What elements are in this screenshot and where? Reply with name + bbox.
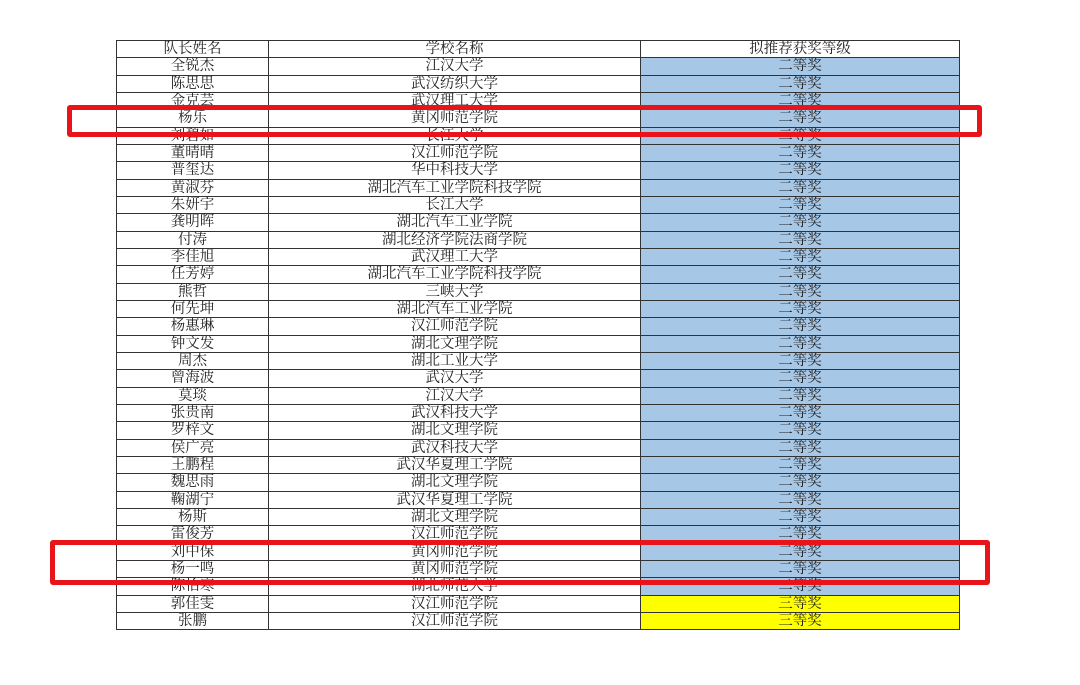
table-row (117, 144, 960, 161)
table-row (117, 578, 960, 595)
cell-name: 侯广亮 (117, 439, 269, 456)
header-name: 队长姓名 (117, 41, 269, 58)
table-row (117, 491, 960, 508)
cell-award: 二等奖 (641, 387, 960, 404)
table-row (117, 370, 960, 387)
table-row (117, 595, 960, 612)
cell-school: 汉江师范学院 (269, 612, 641, 629)
cell-name: 雷俊芳 (117, 526, 269, 543)
cell-award: 二等奖 (641, 508, 960, 525)
cell-name: 魏思雨 (117, 474, 269, 491)
cell-award: 二等奖 (641, 474, 960, 491)
cell-school: 汉江师范学院 (269, 318, 641, 335)
table-row (117, 248, 960, 265)
table-row (117, 162, 960, 179)
cell-award: 二等奖 (641, 58, 960, 75)
cell-award: 二等奖 (641, 283, 960, 300)
table-row (117, 612, 960, 629)
cell-award: 二等奖 (641, 127, 960, 144)
table-row (117, 404, 960, 421)
cell-name: 陈怡寒 (117, 578, 269, 595)
cell-name: 杨斯 (117, 508, 269, 525)
cell-award: 二等奖 (641, 75, 960, 92)
cell-award: 二等奖 (641, 214, 960, 231)
cell-school: 湖北工业大学 (269, 352, 641, 369)
cell-name: 王鹏程 (117, 456, 269, 473)
cell-award: 二等奖 (641, 179, 960, 196)
table-row (117, 352, 960, 369)
cell-name: 周杰 (117, 352, 269, 369)
cell-name: 钟文发 (117, 335, 269, 352)
table-row (117, 214, 960, 231)
table-row (117, 92, 960, 109)
table-row (117, 127, 960, 144)
cell-school: 湖北汽车工业学院科技学院 (269, 266, 641, 283)
table-row (117, 283, 960, 300)
cell-school: 湖北文理学院 (269, 474, 641, 491)
cell-school: 湖北文理学院 (269, 335, 641, 352)
cell-school: 长江大学 (269, 196, 641, 213)
table-row (117, 543, 960, 560)
cell-award: 二等奖 (641, 92, 960, 109)
cell-school: 湖北汽车工业学院科技学院 (269, 179, 641, 196)
cell-award: 二等奖 (641, 231, 960, 248)
header-row (117, 41, 960, 58)
cell-school: 武汉理工大学 (269, 92, 641, 109)
cell-name: 李佳旭 (117, 248, 269, 265)
cell-name: 金克芸 (117, 92, 269, 109)
table-row (117, 231, 960, 248)
cell-name: 张贵南 (117, 404, 269, 421)
cell-school: 长江大学 (269, 127, 641, 144)
table-row (117, 266, 960, 283)
table-row (117, 335, 960, 352)
table-row (117, 196, 960, 213)
cell-award: 二等奖 (641, 144, 960, 161)
cell-school: 武汉纺织大学 (269, 75, 641, 92)
cell-award: 二等奖 (641, 352, 960, 369)
cell-award: 二等奖 (641, 404, 960, 421)
cell-name: 罗梓文 (117, 422, 269, 439)
cell-name: 全锐杰 (117, 58, 269, 75)
cell-name: 董晴晴 (117, 144, 269, 161)
table-row (117, 75, 960, 92)
cell-award: 二等奖 (641, 248, 960, 265)
cell-name: 熊哲 (117, 283, 269, 300)
table-row (117, 300, 960, 317)
cell-award: 二等奖 (641, 526, 960, 543)
cell-name: 朱妍宇 (117, 196, 269, 213)
table-row (117, 456, 960, 473)
cell-school: 汉江师范学院 (269, 144, 641, 161)
cell-name: 莫琰 (117, 387, 269, 404)
cell-name: 龚明晖 (117, 214, 269, 231)
cell-school: 湖北汽车工业学院 (269, 300, 641, 317)
cell-award: 二等奖 (641, 318, 960, 335)
cell-school: 武汉华夏理工学院 (269, 491, 641, 508)
cell-school: 江汉大学 (269, 58, 641, 75)
cell-school: 黄冈师范学院 (269, 110, 641, 127)
cell-school: 华中科技大学 (269, 162, 641, 179)
cell-school: 湖北文理学院 (269, 508, 641, 525)
cell-award: 二等奖 (641, 162, 960, 179)
table-row (117, 508, 960, 525)
cell-name: 任芳婷 (117, 266, 269, 283)
cell-school: 武汉大学 (269, 370, 641, 387)
table-body (117, 58, 960, 630)
cell-award: 二等奖 (641, 578, 960, 595)
cell-award: 二等奖 (641, 370, 960, 387)
cell-award: 二等奖 (641, 560, 960, 577)
cell-school: 武汉科技大学 (269, 439, 641, 456)
header-award: 拟推荐获奖等级 (641, 41, 960, 58)
cell-school: 汉江师范学院 (269, 526, 641, 543)
cell-school: 汉江师范学院 (269, 595, 641, 612)
cell-school: 黄冈师范学院 (269, 543, 641, 560)
cell-award: 二等奖 (641, 300, 960, 317)
cell-name: 付涛 (117, 231, 269, 248)
award-table (116, 40, 960, 630)
cell-name: 普玺达 (117, 162, 269, 179)
table-row (117, 560, 960, 577)
table-row (117, 439, 960, 456)
cell-name: 鞠湖宁 (117, 491, 269, 508)
table-row (117, 58, 960, 75)
cell-school: 武汉科技大学 (269, 404, 641, 421)
cell-award: 二等奖 (641, 110, 960, 127)
cell-name: 杨惠琳 (117, 318, 269, 335)
cell-award: 二等奖 (641, 456, 960, 473)
cell-name: 刘碧如 (117, 127, 269, 144)
cell-name: 黄淑芬 (117, 179, 269, 196)
table-row (117, 474, 960, 491)
cell-name: 何先坤 (117, 300, 269, 317)
cell-school: 湖北经济学院法商学院 (269, 231, 641, 248)
table-row (117, 110, 960, 127)
table-row (117, 318, 960, 335)
cell-name: 陈思思 (117, 75, 269, 92)
cell-school: 武汉华夏理工学院 (269, 456, 641, 473)
table-row (117, 526, 960, 543)
cell-name: 张鹏 (117, 612, 269, 629)
cell-name: 曾海波 (117, 370, 269, 387)
cell-school: 湖北汽车工业学院 (269, 214, 641, 231)
cell-name: 杨一鸣 (117, 560, 269, 577)
cell-name: 杨乐 (117, 110, 269, 127)
table-row (117, 179, 960, 196)
cell-award: 二等奖 (641, 491, 960, 508)
table-row (117, 422, 960, 439)
cell-award: 二等奖 (641, 196, 960, 213)
cell-award: 二等奖 (641, 439, 960, 456)
header-school: 学校名称 (269, 41, 641, 58)
cell-school: 湖北师范大学 (269, 578, 641, 595)
cell-school: 湖北文理学院 (269, 422, 641, 439)
cell-school: 江汉大学 (269, 387, 641, 404)
cell-school: 三峡大学 (269, 283, 641, 300)
cell-award: 三等奖 (641, 595, 960, 612)
cell-school: 黄冈师范学院 (269, 560, 641, 577)
cell-award: 二等奖 (641, 543, 960, 560)
table-row (117, 387, 960, 404)
cell-school: 武汉理工大学 (269, 248, 641, 265)
cell-name: 郭佳雯 (117, 595, 269, 612)
cell-award: 三等奖 (641, 612, 960, 629)
cell-award: 二等奖 (641, 335, 960, 352)
cell-award: 二等奖 (641, 266, 960, 283)
cell-award: 二等奖 (641, 422, 960, 439)
cell-name: 刘中保 (117, 543, 269, 560)
